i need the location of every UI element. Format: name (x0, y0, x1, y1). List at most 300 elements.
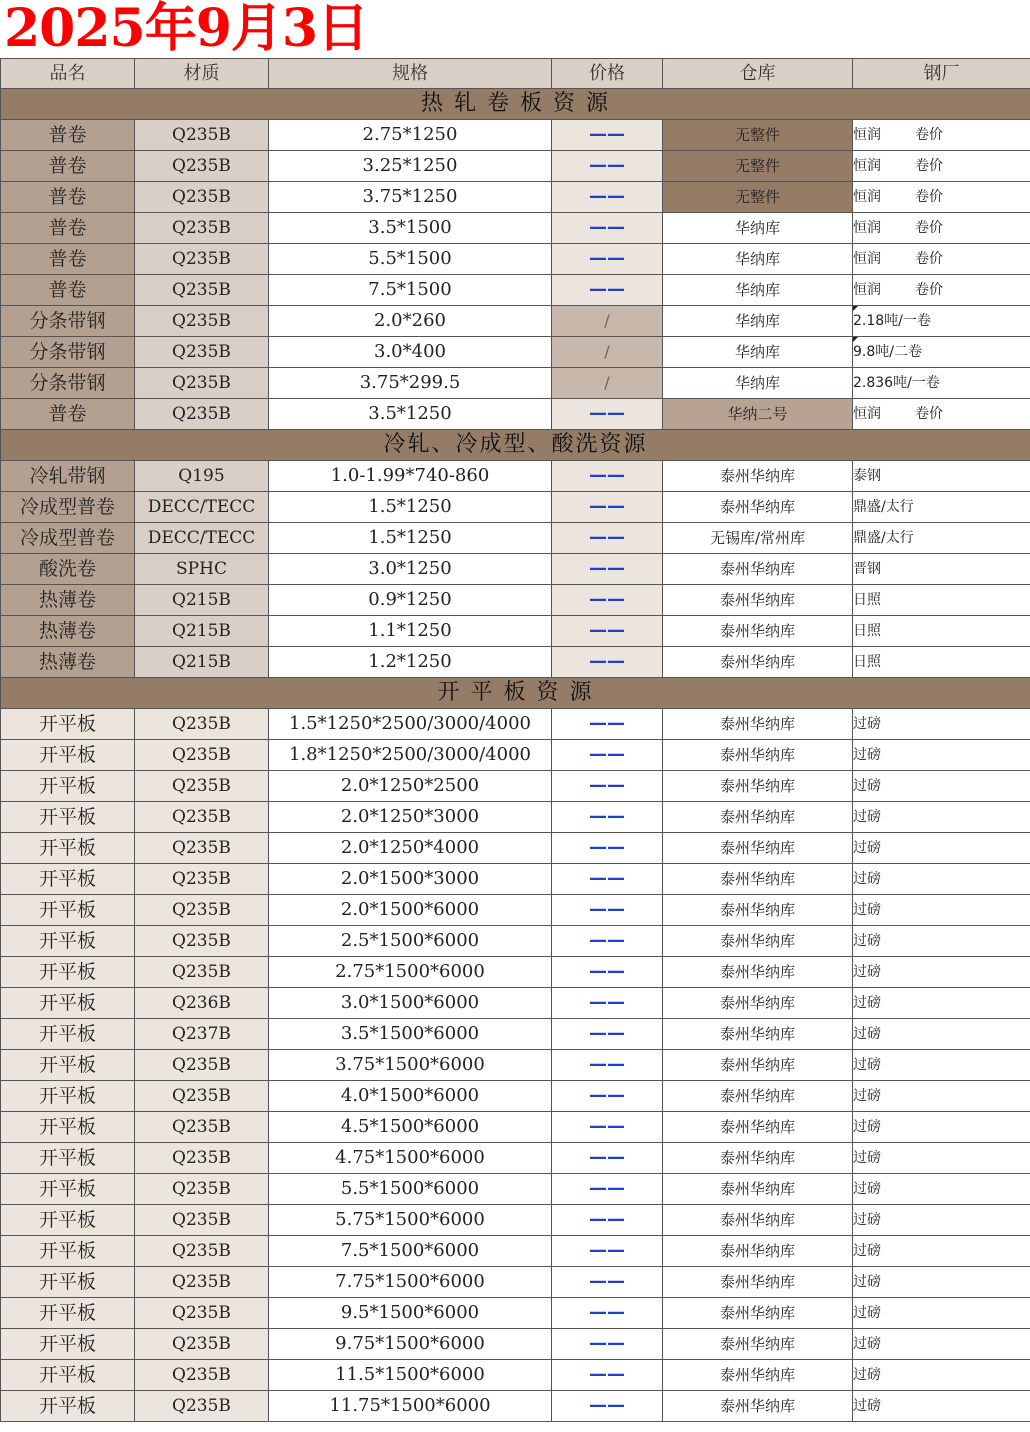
header-spec: 规格 (269, 59, 552, 89)
warehouse-cell: 泰州华纳库 (663, 833, 853, 864)
mill-cell (853, 182, 1030, 213)
price-sheet (0, 58, 1030, 1422)
material-cell: Q235B (135, 1298, 269, 1329)
mill-name: 过磅 (853, 1088, 881, 1104)
mill-cell (853, 213, 1030, 244)
mill-name: 过磅 (853, 1057, 881, 1073)
table-row (1, 368, 1030, 399)
mill-name: 日照 (853, 654, 881, 670)
mill-name: 过磅 (853, 1150, 881, 1166)
warehouse-cell: 泰州华纳库 (663, 1019, 853, 1050)
mill-cell (853, 399, 1030, 430)
price-cell: —— (552, 1019, 663, 1050)
spec-cell: 4.5*1500*6000 (269, 1112, 552, 1143)
product-name-cell: 开平板 (1, 1050, 135, 1081)
spec-cell: 3.0*400 (269, 337, 552, 368)
spec-cell: 1.0-1.99*740-860 (269, 461, 552, 492)
table-row (1, 895, 1030, 926)
mill-name: 恒润 (853, 189, 881, 205)
price-cell: —— (552, 244, 663, 275)
spec-cell: 5.5*1500 (269, 244, 552, 275)
product-name-cell: 开平板 (1, 833, 135, 864)
table-row (1, 1236, 1030, 1267)
mill-name: 恒润 (853, 220, 881, 236)
section-title: 热 轧 卷 板 资 源 (1, 89, 1030, 120)
price-cell: —— (552, 709, 663, 740)
table-row (1, 1174, 1030, 1205)
mill-name: 过磅 (853, 716, 881, 732)
warehouse-cell: 泰州华纳库 (663, 1081, 853, 1112)
mill-cell (853, 1267, 1030, 1298)
mill-name: 2.18吨/一卷 (853, 313, 931, 329)
table-row (1, 399, 1030, 430)
product-name-cell: 开平板 (1, 771, 135, 802)
warehouse-cell: 无整件 (663, 151, 853, 182)
warehouse-cell: 泰州华纳库 (663, 1329, 853, 1360)
mill-cell (853, 523, 1030, 554)
product-name-cell: 分条带钢 (1, 337, 135, 368)
warehouse-cell: 无整件 (663, 182, 853, 213)
mill-name: 恒润 (853, 282, 881, 298)
product-name-cell: 普卷 (1, 399, 135, 430)
mill-name: 泰钢 (853, 468, 881, 484)
section-row-plate (1, 678, 1030, 709)
table-row (1, 1143, 1030, 1174)
price-cell: —— (552, 1360, 663, 1391)
price-cell: —— (552, 399, 663, 430)
material-cell: Q235B (135, 771, 269, 802)
material-cell: Q235B (135, 1050, 269, 1081)
product-name-cell: 普卷 (1, 151, 135, 182)
mill-name: 过磅 (853, 1336, 881, 1352)
price-cell: —— (552, 957, 663, 988)
mill-cell (853, 1360, 1030, 1391)
spec-cell: 3.0*1250 (269, 554, 552, 585)
product-name-cell: 开平板 (1, 895, 135, 926)
mill-name: 过磅 (853, 871, 881, 887)
mill-cell (853, 957, 1030, 988)
price-cell: —— (552, 1329, 663, 1360)
header-price: 价格 (552, 59, 663, 89)
warehouse-cell: 华纳库 (663, 275, 853, 306)
material-cell: Q235B (135, 709, 269, 740)
warehouse-cell: 泰州华纳库 (663, 585, 853, 616)
mill-cell (853, 833, 1030, 864)
spec-cell: 1.1*1250 (269, 616, 552, 647)
mill-cell (853, 554, 1030, 585)
price-cell: —— (552, 833, 663, 864)
table-row (1, 864, 1030, 895)
table-row (1, 1267, 1030, 1298)
spec-cell: 11.5*1500*6000 (269, 1360, 552, 1391)
warehouse-cell: 无锡库/常州库 (663, 523, 853, 554)
table-row (1, 585, 1030, 616)
price-cell: —— (552, 461, 663, 492)
mill-note: 卷价 (915, 189, 943, 205)
mill-name: 恒润 (853, 158, 881, 174)
warehouse-cell: 泰州华纳库 (663, 1267, 853, 1298)
material-cell: Q235B (135, 1329, 269, 1360)
spec-cell: 2.0*1250*3000 (269, 802, 552, 833)
spec-cell: 2.0*1250*4000 (269, 833, 552, 864)
price-cell: —— (552, 802, 663, 833)
header-row (1, 59, 1030, 89)
mill-cell (853, 1298, 1030, 1329)
warehouse-cell: 泰州华纳库 (663, 957, 853, 988)
mill-note: 卷价 (915, 220, 943, 236)
price-cell: / (552, 306, 663, 337)
section-row-cold (1, 430, 1030, 461)
mill-note: 卷价 (915, 251, 943, 267)
material-cell: DECC/TECC (135, 492, 269, 523)
mill-cell (853, 1236, 1030, 1267)
mill-cell (853, 120, 1030, 151)
material-cell: Q215B (135, 585, 269, 616)
table-row (1, 244, 1030, 275)
table-row (1, 213, 1030, 244)
spec-cell: 11.75*1500*6000 (269, 1391, 552, 1422)
product-name-cell: 开平板 (1, 802, 135, 833)
spec-cell: 9.75*1500*6000 (269, 1329, 552, 1360)
spec-cell: 2.5*1500*6000 (269, 926, 552, 957)
date-title: 2025年9月3日 (4, 0, 369, 59)
price-cell: —— (552, 1205, 663, 1236)
spec-cell: 2.75*1250 (269, 120, 552, 151)
warehouse-cell: 泰州华纳库 (663, 771, 853, 802)
table-row (1, 120, 1030, 151)
mill-name: 鼎盛/太行 (853, 530, 914, 546)
mill-cell (853, 275, 1030, 306)
spec-cell: 2.0*1500*3000 (269, 864, 552, 895)
price-cell: —— (552, 926, 663, 957)
warehouse-cell: 泰州华纳库 (663, 1050, 853, 1081)
spec-cell: 1.5*1250 (269, 492, 552, 523)
price-cell: —— (552, 275, 663, 306)
mill-cell (853, 895, 1030, 926)
mill-name: 9.8吨/二卷 (853, 344, 922, 360)
mill-name: 过磅 (853, 809, 881, 825)
table-row (1, 771, 1030, 802)
product-name-cell: 普卷 (1, 182, 135, 213)
mill-cell (853, 616, 1030, 647)
mill-cell (853, 1112, 1030, 1143)
spec-cell: 3.75*299.5 (269, 368, 552, 399)
mill-cell (853, 1174, 1030, 1205)
warehouse-cell: 泰州华纳库 (663, 1298, 853, 1329)
warehouse-cell: 泰州华纳库 (663, 709, 853, 740)
header-warehouse: 仓库 (663, 59, 853, 89)
material-cell: Q195 (135, 461, 269, 492)
spec-cell: 0.9*1250 (269, 585, 552, 616)
material-cell: Q235B (135, 1112, 269, 1143)
material-cell: Q235B (135, 306, 269, 337)
table-row (1, 802, 1030, 833)
warehouse-cell: 泰州华纳库 (663, 1391, 853, 1422)
mill-name: 过磅 (853, 1181, 881, 1197)
mill-name: 过磅 (853, 1398, 881, 1414)
warehouse-cell: 华纳二号 (663, 399, 853, 430)
table-row (1, 306, 1030, 337)
material-cell: Q235B (135, 740, 269, 771)
material-cell: Q235B (135, 182, 269, 213)
price-cell: —— (552, 1143, 663, 1174)
price-cell: —— (552, 1267, 663, 1298)
warehouse-cell: 泰州华纳库 (663, 554, 853, 585)
material-cell: Q215B (135, 616, 269, 647)
warehouse-cell: 泰州华纳库 (663, 1236, 853, 1267)
mill-cell (853, 1050, 1030, 1081)
table-row (1, 337, 1030, 368)
warehouse-cell: 泰州华纳库 (663, 1360, 853, 1391)
product-name-cell: 分条带钢 (1, 306, 135, 337)
price-cell: —— (552, 1112, 663, 1143)
table-row (1, 1081, 1030, 1112)
price-cell: —— (552, 1174, 663, 1205)
mill-cell (853, 492, 1030, 523)
warehouse-cell: 泰州华纳库 (663, 802, 853, 833)
warehouse-cell: 华纳库 (663, 306, 853, 337)
product-name-cell: 开平板 (1, 926, 135, 957)
price-cell: —— (552, 988, 663, 1019)
material-cell: DECC/TECC (135, 523, 269, 554)
price-cell: / (552, 368, 663, 399)
spec-cell: 7.5*1500 (269, 275, 552, 306)
warehouse-cell: 泰州华纳库 (663, 492, 853, 523)
price-cell: —— (552, 213, 663, 244)
warehouse-cell: 泰州华纳库 (663, 1174, 853, 1205)
table-row (1, 1112, 1030, 1143)
product-name-cell: 普卷 (1, 120, 135, 151)
spec-cell: 2.75*1500*6000 (269, 957, 552, 988)
spec-cell: 1.2*1250 (269, 647, 552, 678)
table-row (1, 554, 1030, 585)
product-name-cell: 开平板 (1, 957, 135, 988)
mill-name: 晋钢 (853, 561, 881, 577)
material-cell: Q235B (135, 926, 269, 957)
material-cell: Q235B (135, 1081, 269, 1112)
material-cell: Q235B (135, 368, 269, 399)
header-material: 材质 (135, 59, 269, 89)
mill-cell (853, 771, 1030, 802)
material-cell: Q235B (135, 833, 269, 864)
warehouse-cell: 泰州华纳库 (663, 616, 853, 647)
spec-cell: 9.5*1500*6000 (269, 1298, 552, 1329)
warehouse-cell: 泰州华纳库 (663, 461, 853, 492)
mill-cell (853, 988, 1030, 1019)
product-name-cell: 开平板 (1, 709, 135, 740)
spec-cell: 4.0*1500*6000 (269, 1081, 552, 1112)
price-cell: —— (552, 647, 663, 678)
product-name-cell: 冷成型普卷 (1, 523, 135, 554)
material-cell: Q235B (135, 1391, 269, 1422)
material-cell: Q237B (135, 1019, 269, 1050)
mill-note: 卷价 (915, 127, 943, 143)
warehouse-cell: 无整件 (663, 120, 853, 151)
section-row-hot (1, 89, 1030, 120)
mill-name: 恒润 (853, 406, 881, 422)
product-name-cell: 开平板 (1, 1112, 135, 1143)
product-name-cell: 开平板 (1, 1019, 135, 1050)
table-row (1, 182, 1030, 213)
product-name-cell: 热薄卷 (1, 585, 135, 616)
product-name-cell: 冷轧带钢 (1, 461, 135, 492)
spec-cell: 7.5*1500*6000 (269, 1236, 552, 1267)
mill-name: 恒润 (853, 127, 881, 143)
product-name-cell: 普卷 (1, 213, 135, 244)
material-cell: Q235B (135, 895, 269, 926)
product-name-cell: 冷成型普卷 (1, 492, 135, 523)
product-name-cell: 热薄卷 (1, 647, 135, 678)
mill-cell (853, 151, 1030, 182)
warehouse-cell: 泰州华纳库 (663, 864, 853, 895)
price-cell: —— (552, 771, 663, 802)
table-row (1, 1298, 1030, 1329)
spec-cell: 3.75*1500*6000 (269, 1050, 552, 1081)
table-row (1, 1360, 1030, 1391)
spec-cell: 7.75*1500*6000 (269, 1267, 552, 1298)
warehouse-cell: 泰州华纳库 (663, 740, 853, 771)
product-name-cell: 普卷 (1, 244, 135, 275)
warehouse-cell: 泰州华纳库 (663, 1143, 853, 1174)
material-cell: Q235B (135, 1143, 269, 1174)
header-mill: 钢厂 (853, 59, 1030, 89)
mill-cell (853, 244, 1030, 275)
material-cell: Q235B (135, 1236, 269, 1267)
mill-name: 过磅 (853, 1305, 881, 1321)
spec-cell: 3.25*1250 (269, 151, 552, 182)
product-name-cell: 开平板 (1, 1298, 135, 1329)
material-cell: Q235B (135, 244, 269, 275)
product-name-cell: 普卷 (1, 275, 135, 306)
section-title: 冷轧、冷成型、酸洗资源 (1, 430, 1030, 461)
table-row (1, 957, 1030, 988)
mill-cell (853, 1391, 1030, 1422)
table-row (1, 1391, 1030, 1422)
mill-name: 日照 (853, 623, 881, 639)
product-name-cell: 开平板 (1, 740, 135, 771)
table-row (1, 1050, 1030, 1081)
price-cell: —— (552, 1236, 663, 1267)
material-cell: Q235B (135, 1174, 269, 1205)
mill-name: 过磅 (853, 1274, 881, 1290)
mill-name: 过磅 (853, 1026, 881, 1042)
table-row (1, 275, 1030, 306)
product-name-cell: 开平板 (1, 1143, 135, 1174)
mill-name: 过磅 (853, 840, 881, 856)
warehouse-cell: 泰州华纳库 (663, 926, 853, 957)
warehouse-cell: 泰州华纳库 (663, 895, 853, 926)
mill-name: 过磅 (853, 747, 881, 763)
mill-cell (853, 1143, 1030, 1174)
mill-name: 2.836吨/一卷 (853, 375, 940, 391)
table-row (1, 151, 1030, 182)
table-row (1, 523, 1030, 554)
mill-note: 卷价 (915, 406, 943, 422)
mill-name: 过磅 (853, 1212, 881, 1228)
price-cell: —— (552, 1391, 663, 1422)
mill-cell (853, 926, 1030, 957)
product-name-cell: 酸洗卷 (1, 554, 135, 585)
spec-cell: 1.5*1250 (269, 523, 552, 554)
material-cell: Q235B (135, 120, 269, 151)
mill-cell (853, 647, 1030, 678)
material-cell: Q236B (135, 988, 269, 1019)
spec-cell: 2.0*1250*2500 (269, 771, 552, 802)
product-name-cell: 开平板 (1, 864, 135, 895)
price-cell: —— (552, 492, 663, 523)
material-cell: Q235B (135, 802, 269, 833)
material-cell: Q235B (135, 151, 269, 182)
price-cell: —— (552, 182, 663, 213)
product-name-cell: 开平板 (1, 1081, 135, 1112)
table-row (1, 988, 1030, 1019)
spec-cell: 3.5*1250 (269, 399, 552, 430)
price-cell: —— (552, 1081, 663, 1112)
price-cell: —— (552, 151, 663, 182)
product-name-cell: 开平板 (1, 1391, 135, 1422)
header-name: 品名 (1, 59, 135, 89)
price-cell: —— (552, 1298, 663, 1329)
mill-cell (853, 461, 1030, 492)
mill-name: 过磅 (853, 1243, 881, 1259)
spec-cell: 5.75*1500*6000 (269, 1205, 552, 1236)
spec-cell: 2.0*260 (269, 306, 552, 337)
mill-cell (853, 306, 1030, 337)
spec-cell: 3.5*1500 (269, 213, 552, 244)
material-cell: Q215B (135, 647, 269, 678)
warehouse-cell: 泰州华纳库 (663, 1112, 853, 1143)
table-row (1, 833, 1030, 864)
mill-cell (853, 1205, 1030, 1236)
mill-name: 过磅 (853, 778, 881, 794)
material-cell: Q235B (135, 213, 269, 244)
table-row (1, 1329, 1030, 1360)
product-name-cell: 开平板 (1, 1267, 135, 1298)
warehouse-cell: 华纳库 (663, 213, 853, 244)
mill-name: 过磅 (853, 933, 881, 949)
mill-cell (853, 740, 1030, 771)
spec-cell: 3.0*1500*6000 (269, 988, 552, 1019)
mill-cell (853, 1019, 1030, 1050)
product-name-cell: 开平板 (1, 1329, 135, 1360)
spec-cell: 5.5*1500*6000 (269, 1174, 552, 1205)
mill-cell (853, 337, 1030, 368)
price-cell: —— (552, 523, 663, 554)
product-name-cell: 开平板 (1, 1174, 135, 1205)
mill-cell (853, 864, 1030, 895)
mill-cell (853, 802, 1030, 833)
price-cell: —— (552, 895, 663, 926)
mill-name: 鼎盛/太行 (853, 499, 914, 515)
table-row (1, 616, 1030, 647)
warehouse-cell: 泰州华纳库 (663, 647, 853, 678)
table-row (1, 1205, 1030, 1236)
mill-note: 卷价 (915, 158, 943, 174)
price-cell: —— (552, 616, 663, 647)
table-row (1, 740, 1030, 771)
price-cell: —— (552, 585, 663, 616)
mill-cell (853, 709, 1030, 740)
table-row (1, 709, 1030, 740)
table-row (1, 461, 1030, 492)
material-cell: Q235B (135, 1205, 269, 1236)
warehouse-cell: 泰州华纳库 (663, 988, 853, 1019)
table-row (1, 647, 1030, 678)
material-cell: Q235B (135, 399, 269, 430)
product-name-cell: 开平板 (1, 1205, 135, 1236)
product-name-cell: 开平板 (1, 1236, 135, 1267)
price-cell: —— (552, 554, 663, 585)
